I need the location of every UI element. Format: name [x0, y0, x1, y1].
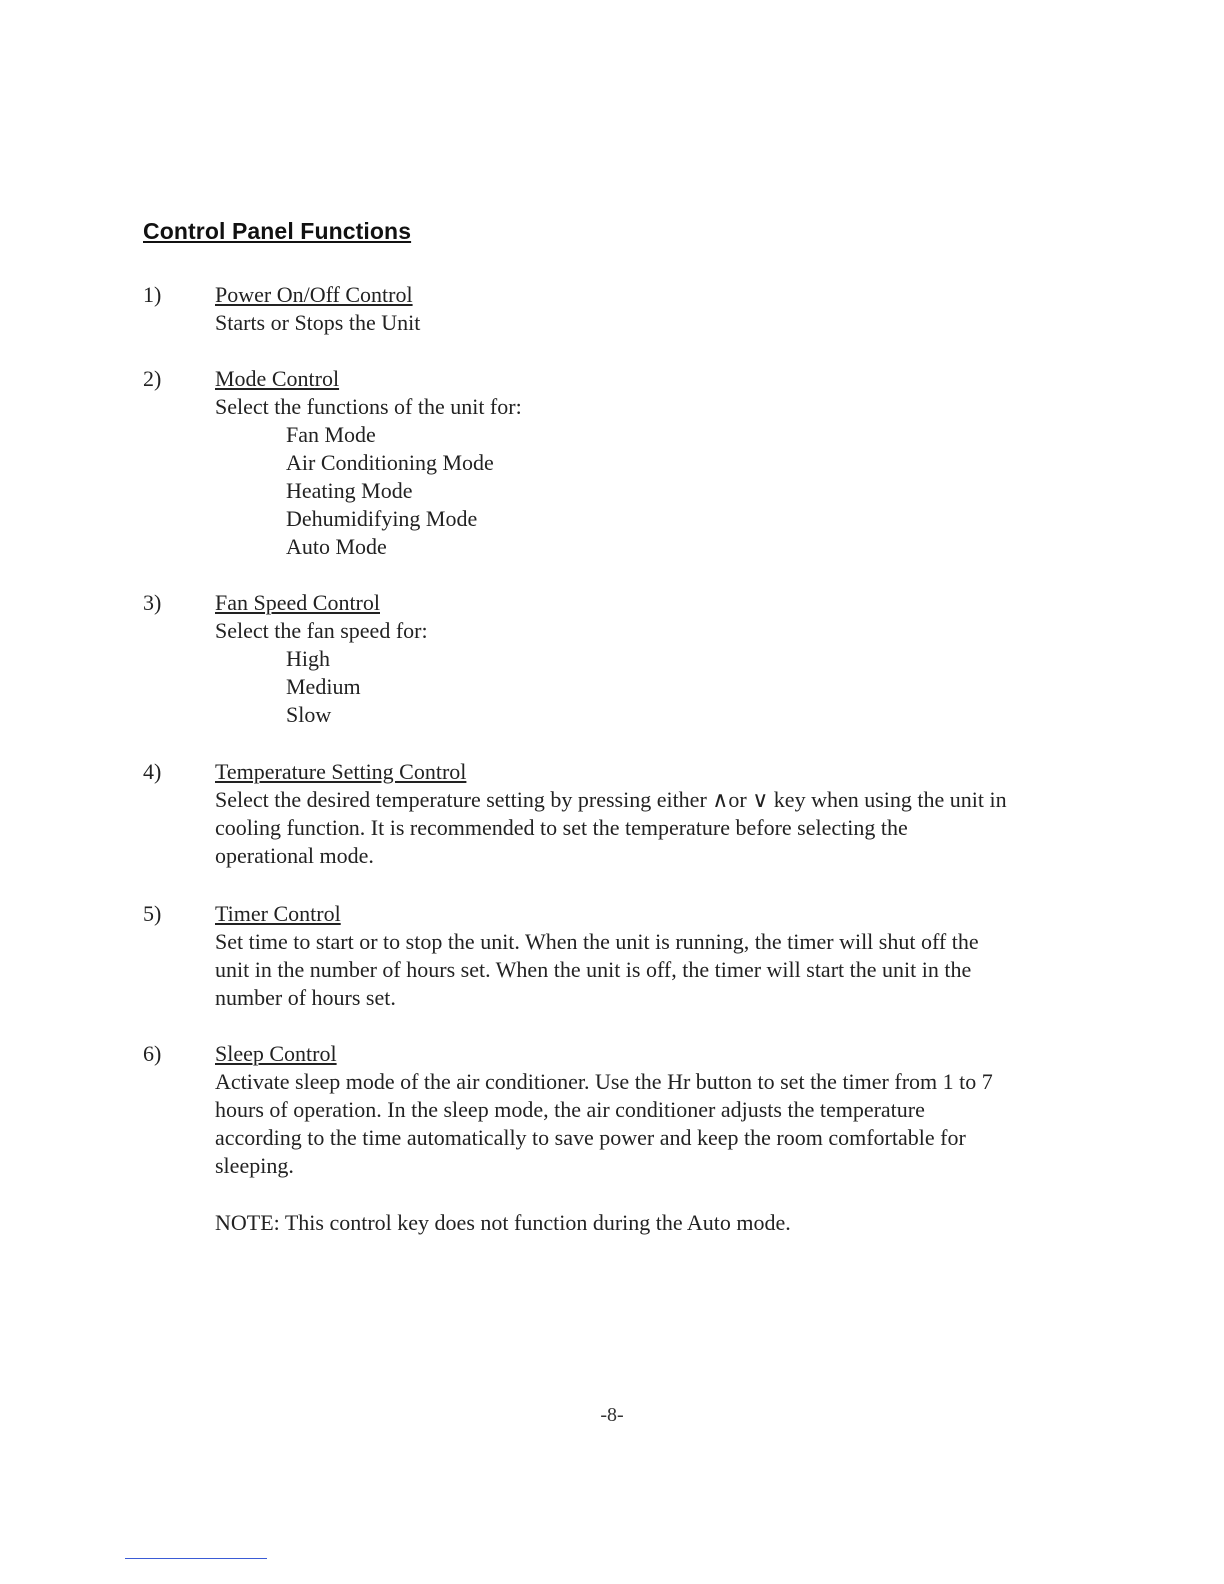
item-text: according to the time automatically to save power and keep the room comfortable for: [215, 1125, 966, 1150]
footnote-divider: [125, 1558, 267, 1559]
item-text: Activate sleep mode of the air conditioner. Use the Hr button to set the timer from 1 to 7: [215, 1069, 993, 1094]
item-title: Sleep Control: [215, 1041, 337, 1066]
item-text: Select the functions of the unit for:: [215, 394, 522, 419]
item-title: Mode Control: [215, 366, 340, 391]
note-text: NOTE: This control key does not function during the Auto mode.: [215, 1210, 791, 1235]
page-number: -8-: [600, 1404, 624, 1426]
item-title: Power On/Off Control: [215, 282, 413, 307]
item-text: Select the desired temperature setting by pressing either ∧or ∨ key when using the unit in: [215, 787, 1007, 812]
item-text: Set time to start or to stop the unit. When the unit is running, the timer will shut off the: [215, 929, 979, 954]
item-title: Timer Control: [215, 901, 341, 926]
sub-item: Medium: [286, 674, 361, 699]
item-text: operational mode.: [215, 843, 374, 868]
item-text: Select the fan speed for:: [215, 618, 428, 643]
item-title: Fan Speed Control: [215, 590, 380, 615]
item-number: 6): [143, 1041, 162, 1066]
item-text: unit in the number of hours set. When the unit is off, the timer will start the unit in the: [215, 957, 972, 982]
sub-item: Dehumidifying Mode: [286, 506, 478, 531]
item-text: Starts or Stops the Unit: [215, 310, 421, 335]
item-title: Temperature Setting Control: [215, 759, 467, 784]
sub-item: Air Conditioning Mode: [286, 450, 494, 475]
item-text: cooling function. It is recommended to set the temperature before selecting the: [215, 815, 908, 840]
sub-item: High: [286, 646, 330, 671]
item-text: number of hours set.: [215, 985, 396, 1010]
item-number: 1): [143, 282, 162, 307]
sub-item: Auto Mode: [286, 534, 387, 559]
item-text: sleeping.: [215, 1153, 294, 1178]
item-number: 4): [143, 759, 162, 784]
sub-item: Slow: [286, 702, 332, 727]
sub-item: Fan Mode: [286, 422, 376, 447]
item-number: 2): [143, 366, 162, 391]
page-heading: Control Panel Functions: [143, 218, 412, 244]
item-text: hours of operation. In the sleep mode, the air conditioner adjusts the temperature: [215, 1097, 925, 1122]
sub-item: Heating Mode: [286, 478, 413, 503]
item-number: 3): [143, 590, 162, 615]
item-number: 5): [143, 901, 162, 926]
